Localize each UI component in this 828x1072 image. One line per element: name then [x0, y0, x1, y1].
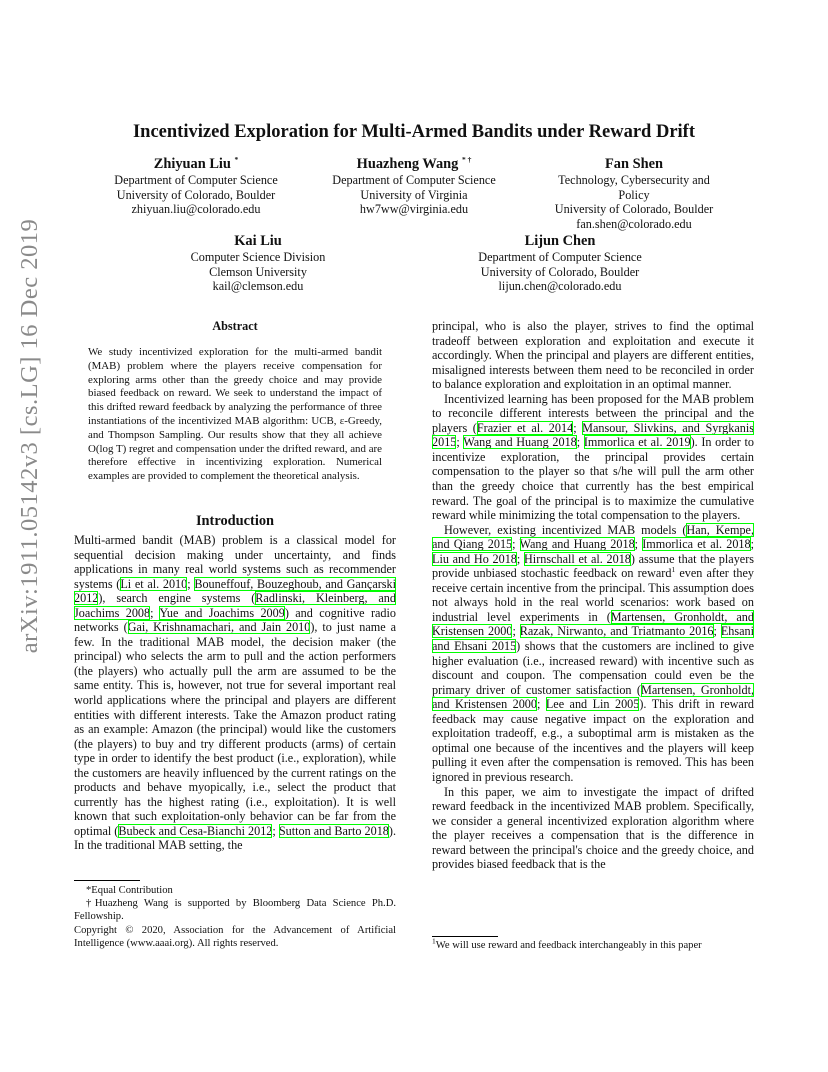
author-inst: University of Virginia: [360, 187, 468, 202]
citation-link[interactable]: Yue and Joachims 2009: [159, 605, 285, 620]
footnote-rule: [74, 880, 140, 881]
citation-link[interactable]: Mansour, Slivkins, and Syrgkanis 2015: [432, 420, 754, 450]
author-block-2: [314, 156, 514, 217]
author-inst: University of Colorado, Boulder: [554, 202, 714, 217]
author-email: hw7ww@virginia.edu: [359, 202, 469, 217]
author-email: zhiyuan.liu@colorado.edu: [131, 202, 261, 217]
citation-link[interactable]: Wang and Huang 2018: [519, 537, 635, 552]
arxiv-side-stamp: [0, 186, 60, 686]
citation-link[interactable]: Hirnschall et al. 2018: [524, 551, 631, 566]
copyright-notice: Copyright © 2020, Association for the Advancement of Artificial Intelligence (www.aaai.org). All rights reserved.: [74, 924, 396, 949]
footnote-fellowship: †Huazheng Wang is supported by Bloomberg Data Science Ph.D. Fellowship.: [74, 898, 396, 923]
left-column-text: [74, 533, 396, 853]
arxiv-identifier: arXiv:1911.05142v3 [cs.LG] 16 Dec 2019: [16, 218, 43, 654]
author-inst: University of Colorado, Boulder: [116, 187, 276, 202]
author-dept: Department of Computer Science: [332, 173, 496, 187]
left-footnotes: [74, 884, 396, 950]
paragraph: principal, who is also the player, strives to find the optimal tradeoff between exploration and exploitation and execute it accordingly. When the principal and players are different entities, misaligned interests between them need to be reconciled in order to balance exploration and exploitation in an optimal manner.: [432, 319, 754, 392]
author-inst: University of Colorado, Boulder: [480, 264, 640, 279]
citation-link[interactable]: Martensen, Gronholdt, and Kristensen 2000: [432, 609, 754, 639]
citation-link[interactable]: Razak, Nirwanto, and Triatmanto 2016: [519, 624, 714, 639]
paragraph: In this paper, we aim to investigate the impact of drifted reward feedback in the incentivized MAB problem. Specifically, we consider a general incentivized exploration algorithm where the player receives a compensation that is the difference in reward between the principal's choice and the greedy choice, and provides biased feedback that is the: [432, 784, 754, 872]
footnote-1: $^1$We will use reward and feedback interchangeably in this paper: [432, 936, 702, 951]
citation-link[interactable]: Ehsani and Ehsani 2015: [432, 624, 755, 654]
footnote-mark[interactable]: 1: [671, 565, 676, 575]
citation-link[interactable]: Lee and Lin 2005: [545, 697, 640, 712]
citation-link[interactable]: Gai, Krishnamachari, and Jain 2010: [127, 620, 311, 635]
footnote-equal-contribution: *Equal Contribution: [86, 885, 173, 896]
author-email: lijun.chen@colorado.edu: [498, 279, 622, 294]
paper-title: Incentivized Exploration for Multi-Armed Bandits under Reward Drift: [132, 122, 695, 142]
author-dept: Technology, Cybersecurity and Policy: [558, 173, 710, 202]
citation-link[interactable]: Han, Kempe, and Qiang 2015: [432, 522, 754, 552]
paragraph: However, existing incentivized MAB models (Han, Kempe, and Qiang 2015; Wang and Huang 2018; Immorlica et al. 2018; Liu and Ho 2018; Hirnschall et al. 2018) assume that the players provide unbiased stochastic feedback on reward$^1$ even after they receive certain incentive from the principal. This assumption does not always hold in the real world scenarios: work based on industrial level experiments in (Martensen, Gronholdt, and Kristensen 2000; Razak, Nirwanto, and Triatmanto 2016; Ehsani and Ehsani 2015) shows that the customers are inclined to give higher evaluation (i.e., increased reward) with incentive such as discount and coupon. The compensation could even be the primary driver of customer satisfaction (Martensen, Gronholdt, and Kristensen 2000; Lee and Lin 2005). This drift in reward feedback may cause negative impact on the exploration and exploitation tradeoff, e.g., a suboptimal arm is mistaken as the optimal one because of the incentives and the players will keep pulling it even after the compensation is removed. This has been ignored in previous research.: [432, 522, 755, 784]
footnote-rule: [432, 936, 498, 937]
right-footnote: [432, 936, 754, 952]
author-block-1: [80, 156, 312, 217]
author-dept: Department of Computer Science: [114, 173, 278, 187]
author-block-5: [450, 233, 670, 294]
citation-link[interactable]: Liu and Ho 2018: [432, 551, 517, 566]
author-email: kail@clemson.edu: [212, 279, 304, 294]
citation-link[interactable]: Frazier et al. 2014: [476, 420, 574, 435]
citation-link[interactable]: Immorlica et al. 2018: [642, 537, 751, 552]
author-name: Kai Liu: [234, 233, 282, 249]
citation-link[interactable]: Wang and Huang 2018: [463, 435, 577, 450]
introduction-heading: Introduction: [195, 513, 275, 529]
abstract-heading: Abstract: [212, 319, 258, 333]
author-name: Huazheng Wang * †: [356, 155, 472, 172]
author-block-4: [168, 233, 348, 294]
citation-link[interactable]: Immorlica et al. 2019: [583, 435, 691, 450]
author-name: Zhiyuan Liu *: [153, 155, 239, 172]
right-column-text: [432, 319, 754, 872]
author-name: Fan Shen: [605, 156, 663, 172]
paragraph: Incentivized learning has been proposed for the MAB problem to reconcile different interests between the principal and the players (Frazier et al. 2014; Mansour, Slivkins, and Syrgkanis 2015; Wang and Huang 2018; Immorlica et al. 2019). In order to incentivize exploration, the principal provides certain compensation to the player so that s/he will pull the arm other than the greedy choice that currently has the best empirical reward. The goal of the principal is to maximize the cumulative reward while minimizing the total compensation to the players.: [432, 391, 754, 523]
citation-link[interactable]: Li et al. 2010: [120, 576, 188, 591]
citation-link[interactable]: Radlinski, Kleinberg, and Joachims 2008: [74, 591, 396, 620]
intro-paragraph: Multi-armed bandit (MAB) problem is a classical model for sequential decision making under uncertainty, and finds applications in many real world systems such as recommender systems (Li et al. 2010; Bouneffouf, Bouzeghoub, and Gançarski 2012), search engine systems (Radlinski, Kleinberg, and Joachims 2008; Yue and Joachims 2009) and cognitive radio networks (Gai, Krishnamachari, and Jain 2010), to just name a few. In the traditional MAB model, the decision maker (the principal) who selects the arm to pull and the action performers (the players) who actually pull the arm are assumed to be the same entity. This is, however, not true for several important real world applications where the principal and players are different entities with different interests. Take the Amazon product rating as an example: Amazon (the principal) would like the customers (the players) to buy and try different products (arms) of certain type in order to identify the best product (i.e., exploration), while the customers are heavily influenced by the current ratings on the products and behave myopically, i.e., select the product that currently has the highest rating (i.e., exploitation). It is well known that such exploitation-only behavior can be far from the optimal (Bubeck and Cesa-Bianchi 2012; Sutton and Barto 2018). In the traditional MAB setting, the: [74, 533, 397, 853]
author-block-3: [544, 156, 724, 231]
author-name: Lijun Chen: [524, 233, 596, 249]
citation-link[interactable]: Martensen, Gronholdt, and Kristensen 2000: [432, 682, 754, 712]
citation-link[interactable]: Bubeck and Cesa-Bianchi 2012: [118, 823, 273, 838]
abstract-text: We study incentivized exploration for the multi-armed bandit (MAB) problem where the players receive compensation for exploring arms other than the greedy choice and may provide biased feedback on reward. We seek to understand the impact of this drifted reward feedback by analyzing the performance of three instantiations of the incentivized MAB algorithm: UCB, ε-Greedy, and Thompson Sampling. Our results show that they all achieve O(log T) regret and compensation under the drifted reward, and are therefore effective in incentivizing exploration. Numerical examples are provided to complement the theoretical analysis.: [88, 346, 382, 483]
author-dept: Department of Computer Science: [478, 250, 642, 264]
author-inst: Clemson University: [209, 264, 307, 279]
citation-link[interactable]: Sutton and Barto 2018: [278, 823, 389, 838]
author-dept: Computer Science Division: [190, 250, 326, 264]
citation-link[interactable]: Bouneffouf, Bouzeghoub, and Gançarski 2012: [74, 576, 397, 606]
author-email: fan.shen@colorado.edu: [576, 216, 692, 231]
